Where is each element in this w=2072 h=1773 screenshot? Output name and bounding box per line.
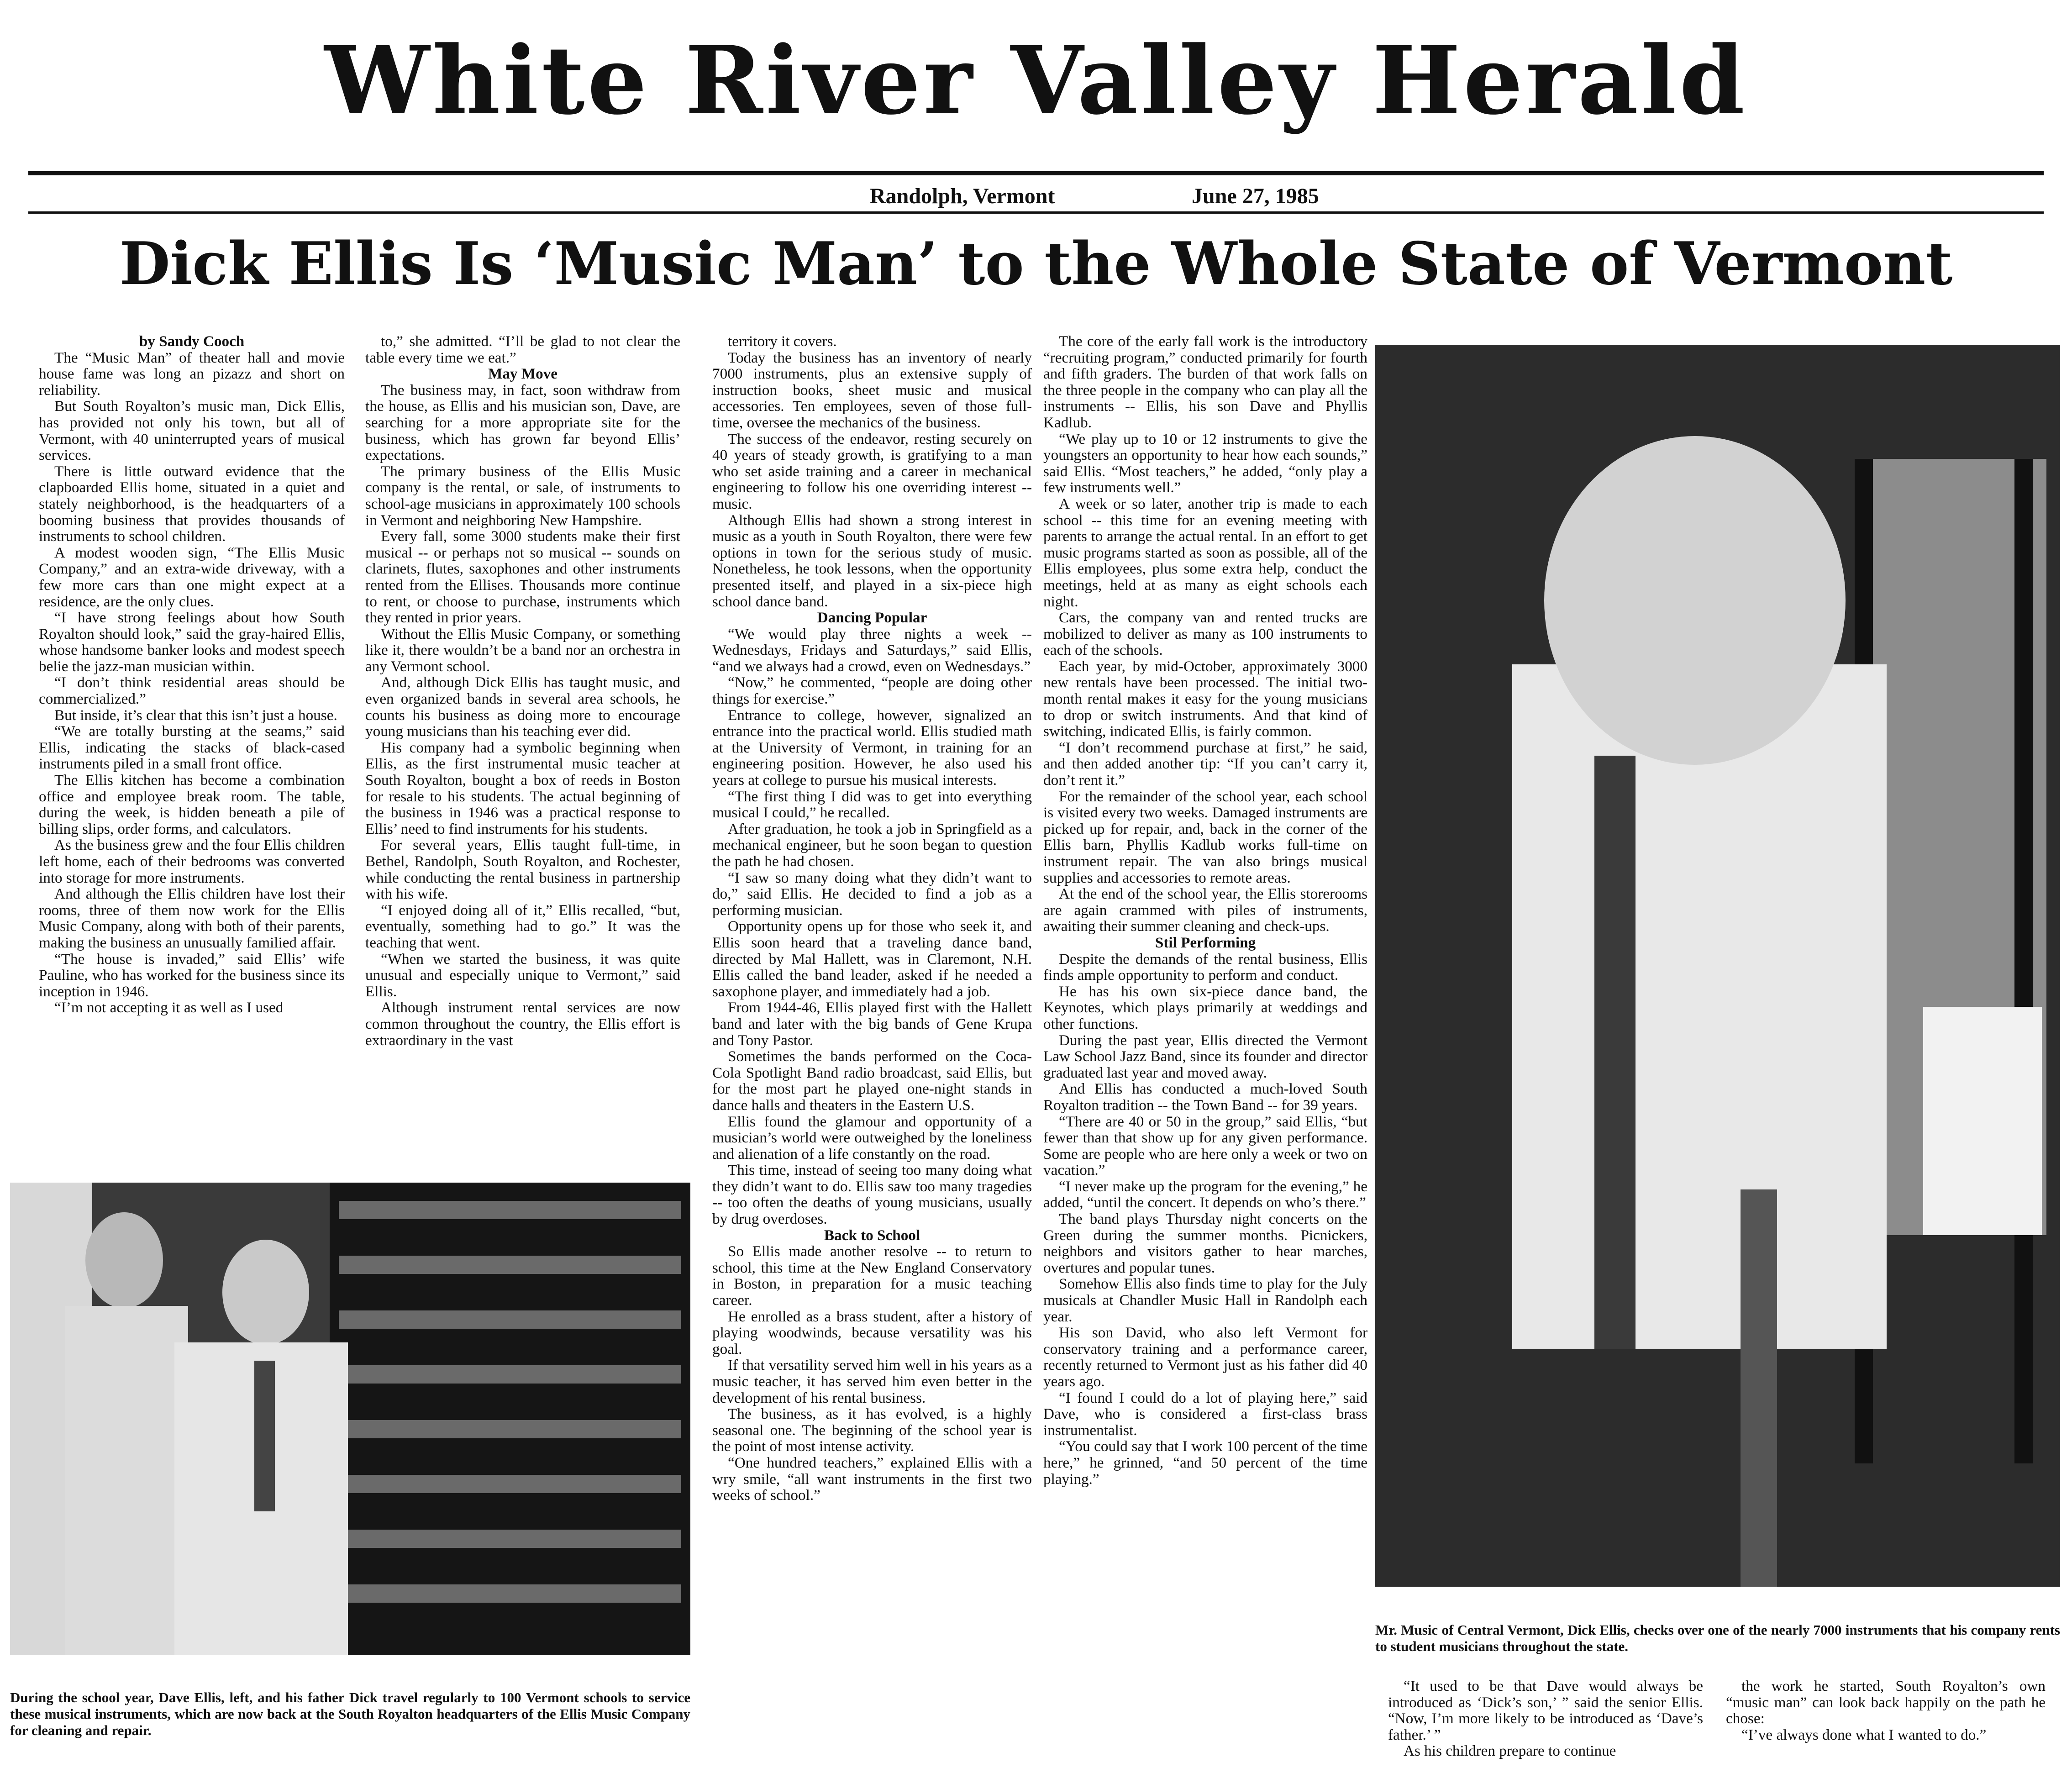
paragraph: A modest wooden sign, “The Ellis Music Company,” and an extra-wide driveway, with a few more cars than one might expect at a residence, are the only clues. xyxy=(39,544,345,610)
paragraph: But South Royalton’s music man, Dick Ellis, has provided not only his town, but all of Vermont, with 40 uninterrupted years of musical services. xyxy=(39,398,345,464)
paragraph: Although instrument rental services are now common throughout the country, the Ellis effort is extraordinary in the vast xyxy=(365,999,680,1049)
paragraph: The success of the endeavor, resting securely on 40 years of steady growth, is gratifying to a man who set aside training and a career in mechanical engineering to follow his one overriding interest -- music. xyxy=(712,430,1032,512)
article-column-3 xyxy=(712,333,1032,1721)
paragraph: The Ellis kitchen has become a combination office and employee break room. The table, during the week, is hidden beneath a pile of billing slips, order forms, and calculators. xyxy=(39,772,345,837)
subhead: Dancing Popular xyxy=(817,609,927,626)
paragraph: Today the business has an inventory of nearly 7000 instruments, plus an extensive supply of instruction books, sheet music and musical accessories. Ten employees, seven of those full-time, oversee the mechanics of the business. xyxy=(712,349,1032,431)
paragraph: “The first thing I did was to get into everything musical I could,” he recalled. xyxy=(712,788,1032,821)
column-6-body xyxy=(1726,1678,2046,1743)
paragraph: “You could say that I work 100 percent of the time here,” he grinned, “and 50 percent of the time playing.” xyxy=(1043,1438,1367,1488)
paragraph: “I have strong feelings about how South Royalton should look,” said the gray-haired Ellis, whose handsome banker looks and modest speech belie the jazz-man musician within. xyxy=(39,609,345,675)
paragraph: If that versatility served him well in his years as a music teacher, it has served him even better in the development of his rental business. xyxy=(712,1357,1032,1406)
column-3-body xyxy=(712,333,1032,1504)
paragraph: The “Music Man” of theater hall and movie house fame was long an pizazz and short on reliability. xyxy=(39,349,345,399)
paragraph: But inside, it’s clear that this isn’t just a house. xyxy=(54,706,337,724)
paragraph: At the end of the school year, the Ellis storerooms are again crammed with piles of instruments, awaiting their summer cleaning and check-ups. xyxy=(1043,885,1367,935)
paragraph: Without the Ellis Music Company, or something like it, there wouldn’t be a band nor an orchestra in any Vermont school. xyxy=(365,625,680,675)
paragraph: The business, as it has evolved, is a highly seasonal one. The beginning of the school year is the point of most intense activity. xyxy=(712,1405,1032,1455)
paragraph: There is little outward evidence that the clapboarded Ellis home, situated in a quiet and stately neighborhood, is the headquarters of a booming business that provides thousands of instruments to school children. xyxy=(39,463,345,545)
paragraph: “It used to be that Dave would always be introduced as ‘Dick’s son,’ ” said the senior Ellis. “Now, I’m more likely to be introduced as ‘Dave’s father.’ ” xyxy=(1388,1678,1703,1743)
paragraph: During the past year, Ellis directed the Vermont Law School Jazz Band, since its founder and director graduated last year and moved away. xyxy=(1043,1031,1367,1081)
paragraph: As the business grew and the four Ellis children left home, each of their bedrooms was converted into storage for more instruments. xyxy=(39,837,345,886)
paragraph: The band plays Thursday night concerts on the Green during the summer months. Picnickers, neighbors and visitors gather to hear marches, overtures and popular tunes. xyxy=(1043,1210,1367,1276)
paragraph: “I saw so many doing what they didn’t want to do,” said Ellis. He decided to find a job as a performing musician. xyxy=(712,869,1032,919)
dateline-date: June 27, 1985 xyxy=(1192,184,1319,208)
paragraph: After graduation, he took a job in Springfield as a mechanical engineer, but he soon began to question the path he had chosen. xyxy=(712,820,1032,870)
byline: by Sandy Cooch xyxy=(139,333,245,350)
paragraph: This time, instead of seeing too many doing what they didn’t want to do. Ellis saw too many tragedies -- too often the deaths of young musicians, usually by drug overdoses. xyxy=(712,1162,1032,1228)
column-2-body xyxy=(365,333,680,1048)
article-column-6 xyxy=(1726,1678,2046,1765)
paragraph: “I don’t think residential areas should be commercialized.” xyxy=(39,674,345,708)
paragraph: “Now,” he commented, “people are doing other things for exercise.” xyxy=(712,674,1032,708)
masthead: White River Valley Herald xyxy=(324,26,1748,136)
column-1-body xyxy=(39,350,345,1016)
paragraph: “I don’t recommend purchase at first,” he said, and then added another tip: “If you can’t carry it, don’t rent it.” xyxy=(1043,739,1367,789)
photo-caption-left: During the school year, Dave Ellis, left, and his father Dick travel regularly to 100 Vermont schools to service these musical instruments, which are now back at the South Royalton headquarters of the Ellis Music Company for cleaning and repair. xyxy=(10,1689,690,1738)
subhead: Back to School xyxy=(824,1226,920,1244)
paragraph: “The house is invaded,” said Ellis’ wife Pauline, who has worked for the business since its inception in 1946. xyxy=(39,950,345,1000)
paragraph: And, although Dick Ellis has taught music, and even organized bands in several area schools, he counts his business as doing more to encourage young musicians than his teaching ever did. xyxy=(365,674,680,740)
paragraph: The primary business of the Ellis Music company is the rental, or sale, of instruments to school-age musicians in approximately 100 schools in Vermont and neighboring New Hampshire. xyxy=(365,463,680,529)
paragraph: Ellis found the glamour and opportunity of a musician’s world were outweighed by the loneliness and alienation of a life constantly on the road. xyxy=(712,1113,1032,1163)
paragraph: “I found I could do a lot of playing here,” said Dave, who is considered a first-class brass instrumentalist. xyxy=(1043,1389,1367,1439)
paragraph: to,” she admitted. “I’ll be glad to not clear the table every time we eat.” xyxy=(365,333,680,366)
paragraph: Cars, the company van and rented trucks are mobilized to deliver as many as 100 instruments to each of the schools. xyxy=(1043,609,1367,659)
headline: Dick Ellis Is ‘Music Man’ to the Whole State of Vermont xyxy=(119,230,1953,298)
paragraph: Opportunity opens up for those who seek it, and Ellis soon heard that a traveling dance band, directed by Mal Hallett, was in Claremont, N.H. Ellis called the band leader, asked if he needed a saxophone player, and immediately had a job. xyxy=(712,918,1032,1000)
subhead: Stil Performing xyxy=(1155,934,1256,951)
paragraph: The core of the early fall work is the introductory “recruiting program,” conducted primarily for fourth and fifth graders. The burden of that work falls on the three people in the company who can play all the instruments -- Ellis, his son Dave and Phyllis Kadlub. xyxy=(1043,333,1367,431)
paragraph: So Ellis made another resolve -- to return to school, this time at the New England Conservatory in Boston, in preparation for a music teaching career. xyxy=(712,1243,1032,1309)
paragraph: He has his own six-piece dance band, the Keynotes, which plays primarily at weddings and other functions. xyxy=(1043,983,1367,1032)
masthead-rule-top xyxy=(28,171,2044,175)
paragraph: Every fall, some 3000 students make their first musical -- or perhaps not so musical -- sounds on clarinets, flutes, saxophones and other instruments rented from the Ellises. Thousands more continue to rent, or choose to purchase, instruments which they rented in prior years. xyxy=(365,528,680,626)
photo-dick-ellis-instrument-image xyxy=(1375,345,2060,1587)
paragraph: For several years, Ellis taught full-time, in Bethel, Randolph, South Royalton, and Rochester, while conducting the rental business in partnership with his wife. xyxy=(365,837,680,903)
paragraph: Each year, by mid-October, approximately 3000 new rentals have been processed. The initial two-month rental makes it easy for the young musicians to drop or switch instruments. And that kind of switching, indicated Ellis, is fairly common. xyxy=(1043,658,1367,740)
photo-dave-and-dick-ellis-image xyxy=(10,1183,690,1655)
paragraph: territory it covers. xyxy=(728,333,837,350)
paragraph: He enrolled as a brass student, after a history of playing woodwinds, because versatility was his goal. xyxy=(712,1308,1032,1357)
paragraph: “I’m not accepting it as well as I used xyxy=(54,999,284,1016)
paragraph: the work he started, South Royalton’s own “music man” can look back happily on the path he chose: xyxy=(1726,1678,2046,1727)
photo-dave-and-dick-ellis xyxy=(10,1183,690,1655)
paragraph: And although the Ellis children have lost their rooms, three of them now work for the Ellis Music Company, along with both of their parents, making the business an unusually familied affair. xyxy=(39,885,345,951)
paragraph: “We play up to 10 or 12 instruments to give the youngsters an opportunity to hear how each sounds,” said Ellis. “Most teachers,” he added, “only play a few instruments well.” xyxy=(1043,430,1367,496)
paragraph: “One hundred teachers,” explained Ellis with a wry smile, “all want instruments in the first two weeks of school.” xyxy=(712,1454,1032,1504)
photo-dick-ellis-instrument xyxy=(1375,345,2060,1587)
paragraph: “I’ve always done what I wanted to do.” xyxy=(1741,1726,1987,1743)
paragraph: “I never make up the program for the evening,” he added, “until the concert. It depends on who’s there.” xyxy=(1043,1178,1367,1211)
paragraph: From 1944-46, Ellis played first with the Hallett band and later with the big bands of Gene Krupa and Tony Pastor. xyxy=(712,999,1032,1049)
paragraph: Entrance to college, however, signalized an entrance into the practical world. Ellis studied math at the University of Vermont, in training for an engineering position. However, he also used his years at college to pursue his musical interests. xyxy=(712,706,1032,789)
paragraph: Sometimes the bands performed on the Coca-Cola Spotlight Band radio broadcast, said Ellis, but for the most part he played one-night stands in dance halls and theaters in the Eastern U.S. xyxy=(712,1048,1032,1114)
paragraph: His company had a symbolic beginning when Ellis, as the first instrumental music teacher at South Royalton, bought a box of reeds in Boston for resale to his students. The actual beginning of the business in 1946 was a practical response to Ellis’ need to find instruments for his students. xyxy=(365,739,680,837)
instrument-shelves xyxy=(330,1183,690,1655)
paragraph: As his children prepare to continue xyxy=(1404,1742,1616,1760)
paragraph: “There are 40 or 50 in the group,” said Ellis, “but fewer than that show up for any given performance. Some are people who are here only a week or two on vacation.” xyxy=(1043,1113,1367,1179)
paragraph: “We would play three nights a week -- Wednesdays, Fridays and Saturdays,” said Ellis, “and we always had a crowd, even on Wednesdays.” xyxy=(712,625,1032,675)
paragraph: And Ellis has conducted a much-loved South Royalton tradition -- the Town Band -- for 39 years. xyxy=(1043,1080,1367,1114)
masthead-rule-bottom xyxy=(28,211,2044,214)
paragraph: Despite the demands of the rental business, Ellis finds ample opportunity to perform and conduct. xyxy=(1043,950,1367,984)
paragraph: Although Ellis had shown a strong interest in music as a youth in South Royalton, there were few options in town for the serious study of music. Nonetheless, he took lessons, when the opportunity presented itself, and played in a six-piece high school dance band. xyxy=(712,511,1032,610)
paragraph: “We are totally bursting at the seams,” said Ellis, indicating the stacks of black-cased instruments piled in a small front office. xyxy=(39,723,345,773)
article-column-5 xyxy=(1388,1678,1703,1765)
subhead: May Move xyxy=(488,365,558,383)
paragraph: The business may, in fact, soon withdraw from the house, as Ellis and his musician son, Dave, are searching for a more appropriate site for the business, which has grown far beyond Ellis’ expectations. xyxy=(365,381,680,464)
dateline-place: Randolph, Vermont xyxy=(870,184,1055,208)
paragraph: “When we started the business, it was quite unusual and especially unique to Vermont,” said Ellis. xyxy=(365,950,680,1000)
paragraph: “I enjoyed doing all of it,” Ellis recalled, “but, eventually, something had to go.” It was the teaching that went. xyxy=(365,901,680,951)
paragraph: His son David, who also left Vermont for conservatory training and a performance career, recently returned to Vermont just as his father did 40 years ago. xyxy=(1043,1324,1367,1390)
paragraph: For the remainder of the school year, each school is visited every two weeks. Damaged instruments are picked up for repair, and, back in the corner of the Ellis barn, Phyllis Kadlub works full-time on instrument repair. The van also brings musical supplies and accessories to remote areas. xyxy=(1043,788,1367,886)
article-column-2 xyxy=(365,333,680,1155)
column-4-body xyxy=(1043,333,1367,1487)
article-column-4 xyxy=(1043,333,1367,1772)
column-5-body xyxy=(1388,1678,1703,1759)
article-column-1 xyxy=(39,333,345,1155)
paragraph: A week or so later, another trip is made to each school -- this time for an evening meeting with parents to arrange the actual rental. In an effort to get music programs started as soon as possible, all of the Ellis employees, plus some extra help, conduct the meetings, held at as many as eight schools each night. xyxy=(1043,495,1367,610)
photo-caption-right: Mr. Music of Central Vermont, Dick Ellis, checks over one of the nearly 7000 instruments that his company rents to student musicians throughout the state. xyxy=(1375,1622,2060,1654)
paragraph: Somehow Ellis also finds time to play for the July musicals at Chandler Music Hall in Randolph each year. xyxy=(1043,1275,1367,1325)
